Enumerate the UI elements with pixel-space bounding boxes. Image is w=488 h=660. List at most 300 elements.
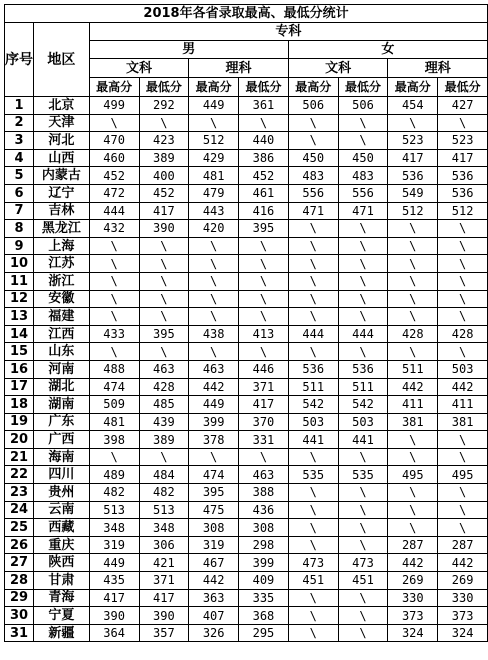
male-science-min-cell: 413 — [239, 325, 289, 343]
male-science-max-cell: 443 — [189, 202, 239, 220]
male-science-min-cell: \ — [239, 272, 289, 290]
row-region: 河南 — [34, 360, 90, 378]
female-science-min-cell: 495 — [438, 466, 488, 484]
male-science-min-cell: 395 — [239, 220, 289, 238]
female-arts-max-cell: \ — [288, 132, 338, 150]
female-science-min-cell: 330 — [438, 589, 488, 607]
row-seq: 2 — [5, 114, 34, 132]
female-arts-max-cell: 511 — [288, 378, 338, 396]
male-science-min-cell: \ — [239, 237, 289, 255]
table-title: 2018年各省录取最高、最低分统计 — [5, 5, 488, 23]
male-science-min-cell: 388 — [239, 484, 289, 502]
male-arts-min-cell: \ — [139, 237, 189, 255]
male-arts-min-cell: 463 — [139, 360, 189, 378]
male-arts-max-cell: 444 — [89, 202, 139, 220]
female-science-min-cell: 411 — [438, 396, 488, 414]
female-arts-max-cell: \ — [288, 114, 338, 132]
female-science-max-cell: \ — [388, 308, 438, 326]
female-arts-max-cell: \ — [288, 343, 338, 361]
female-science-min-cell: \ — [438, 114, 488, 132]
row-seq: 31 — [5, 624, 34, 642]
male-science-max-cell: 429 — [189, 149, 239, 167]
male-science-min-cell: 331 — [239, 431, 289, 449]
female-science-max-cell: \ — [388, 484, 438, 502]
table-row — [5, 431, 488, 449]
male-arts-max-cell: 472 — [89, 184, 139, 202]
female-science-max-cell: 523 — [388, 132, 438, 150]
table-row — [5, 413, 488, 431]
female-arts-min-cell: \ — [338, 589, 388, 607]
row-seq: 8 — [5, 220, 34, 238]
male-arts-min-cell: 390 — [139, 607, 189, 625]
female-arts-max-cell: \ — [288, 536, 338, 554]
table-row — [5, 519, 488, 537]
female-arts-max-cell: \ — [288, 220, 338, 238]
male-arts-min-cell: 417 — [139, 202, 189, 220]
female-arts-min-cell: \ — [338, 484, 388, 502]
table-row — [5, 554, 488, 572]
female-science-max-cell: 442 — [388, 554, 438, 572]
row-region: 陕西 — [34, 554, 90, 572]
row-region: 北京 — [34, 97, 90, 115]
female-science-min-cell: \ — [438, 290, 488, 308]
male-arts-max-cell: 390 — [89, 607, 139, 625]
male-arts-max-cell: 509 — [89, 396, 139, 414]
table-row — [5, 466, 488, 484]
table-row — [5, 308, 488, 326]
female-science-max-cell: \ — [388, 255, 438, 273]
female-science-max-cell: 549 — [388, 184, 438, 202]
male-arts-min-cell: 423 — [139, 132, 189, 150]
female-science-min-cell: \ — [438, 501, 488, 519]
female-arts-max-cell: 506 — [288, 97, 338, 115]
male-science-max-cell: \ — [189, 255, 239, 273]
female-arts-min-cell: \ — [338, 114, 388, 132]
female-arts-min-cell: 450 — [338, 149, 388, 167]
female-science-min-cell: \ — [438, 272, 488, 290]
female-science-max-cell: \ — [388, 272, 438, 290]
row-seq: 15 — [5, 343, 34, 361]
row-region: 江苏 — [34, 255, 90, 273]
male-science-max-cell: 475 — [189, 501, 239, 519]
female-science-min-cell: \ — [438, 448, 488, 466]
male-arts-max-cell: 348 — [89, 519, 139, 537]
female-arts-min-cell: \ — [338, 220, 388, 238]
male-science-max-cell: 399 — [189, 413, 239, 431]
female-arts-min-cell: 556 — [338, 184, 388, 202]
male-science-min-cell: \ — [239, 343, 289, 361]
row-seq: 26 — [5, 536, 34, 554]
female-arts-max-cell: \ — [288, 607, 338, 625]
row-region: 内蒙古 — [34, 167, 90, 185]
male-science-max-cell: 479 — [189, 184, 239, 202]
female-arts-min-cell: 441 — [338, 431, 388, 449]
row-seq: 30 — [5, 607, 34, 625]
male-arts-max-cell: 460 — [89, 149, 139, 167]
male-science-max-cell: 512 — [189, 132, 239, 150]
male-science-min-cell: 409 — [239, 572, 289, 590]
row-region: 青海 — [34, 589, 90, 607]
row-seq: 16 — [5, 360, 34, 378]
male-science-max-cell: \ — [189, 237, 239, 255]
male-arts-min-cell: 452 — [139, 184, 189, 202]
female-science-min-cell: 428 — [438, 325, 488, 343]
table-row — [5, 255, 488, 273]
female-arts-max-cell: \ — [288, 501, 338, 519]
female-science-max-cell: 417 — [388, 149, 438, 167]
female-arts-max-cell: \ — [288, 448, 338, 466]
female-arts-min-cell: \ — [338, 607, 388, 625]
female-science-min-cell: 417 — [438, 149, 488, 167]
female-arts-max-cell: 483 — [288, 167, 338, 185]
female-arts-min-cell: \ — [338, 519, 388, 537]
male-science-min-cell: 452 — [239, 167, 289, 185]
female-science-max-cell: \ — [388, 237, 438, 255]
female-science-min-cell: 324 — [438, 624, 488, 642]
row-region: 河北 — [34, 132, 90, 150]
male-science-min-cell: \ — [239, 308, 289, 326]
male-arts-max-cell: \ — [89, 272, 139, 290]
female-arts-max-cell: \ — [288, 624, 338, 642]
male-arts-max-cell: \ — [89, 237, 139, 255]
row-region: 贵州 — [34, 484, 90, 502]
female-arts-max-cell: 503 — [288, 413, 338, 431]
male-science-max-cell: 407 — [189, 607, 239, 625]
male-science-min-cell: 368 — [239, 607, 289, 625]
male-arts-min-cell: 485 — [139, 396, 189, 414]
male-arts-min-cell: 400 — [139, 167, 189, 185]
row-seq: 27 — [5, 554, 34, 572]
male-arts-min-cell: 306 — [139, 536, 189, 554]
score-table — [4, 4, 488, 642]
female-science-max-cell: 495 — [388, 466, 438, 484]
row-seq: 9 — [5, 237, 34, 255]
male-science-max-cell: 449 — [189, 396, 239, 414]
male-science-max-cell: 378 — [189, 431, 239, 449]
female-arts-min-cell: 511 — [338, 378, 388, 396]
male-science-min-cell: \ — [239, 448, 289, 466]
table-row — [5, 624, 488, 642]
female-science-min-cell: 373 — [438, 607, 488, 625]
male-science-max-cell: 326 — [189, 624, 239, 642]
male-arts-max-cell: 319 — [89, 536, 139, 554]
table-row — [5, 97, 488, 115]
male-arts-min-cell: 389 — [139, 431, 189, 449]
table-row — [5, 589, 488, 607]
row-seq: 7 — [5, 202, 34, 220]
male-science-min-cell: 436 — [239, 501, 289, 519]
male-science-max-cell: 442 — [189, 378, 239, 396]
female-arts-min-cell: \ — [338, 624, 388, 642]
female-arts-max-cell: 441 — [288, 431, 338, 449]
female-arts-max-cell: \ — [288, 237, 338, 255]
female-arts-max-cell: 473 — [288, 554, 338, 572]
female-arts-max-cell: \ — [288, 308, 338, 326]
female-arts-max-cell: \ — [288, 484, 338, 502]
male-science-min-cell: 463 — [239, 466, 289, 484]
table-row — [5, 272, 488, 290]
row-region: 西藏 — [34, 519, 90, 537]
row-region: 福建 — [34, 308, 90, 326]
row-region: 上海 — [34, 237, 90, 255]
row-seq: 17 — [5, 378, 34, 396]
male-arts-min-cell: 428 — [139, 378, 189, 396]
female-arts-min-cell: 483 — [338, 167, 388, 185]
female-science-max-cell: \ — [388, 290, 438, 308]
male-arts-min-cell: 390 — [139, 220, 189, 238]
male-science-min-cell: 308 — [239, 519, 289, 537]
female-science-min-cell: 442 — [438, 554, 488, 572]
male-arts-max-cell: 452 — [89, 167, 139, 185]
row-seq: 23 — [5, 484, 34, 502]
female-science-max-cell: 512 — [388, 202, 438, 220]
male-arts-min-cell: \ — [139, 272, 189, 290]
male-arts-max-cell: \ — [89, 290, 139, 308]
row-region: 四川 — [34, 466, 90, 484]
male-arts-min-cell: 421 — [139, 554, 189, 572]
male-science-min-cell: 446 — [239, 360, 289, 378]
region-header: 地区 — [34, 23, 90, 97]
table-row — [5, 220, 488, 238]
female-science-min-cell: \ — [438, 255, 488, 273]
row-seq: 24 — [5, 501, 34, 519]
male-science-max-cell: 438 — [189, 325, 239, 343]
table-row — [5, 396, 488, 414]
female-science-max-cell: \ — [388, 220, 438, 238]
table-row — [5, 149, 488, 167]
male-science-max-header: 最高分 — [189, 78, 239, 97]
female-arts-max-cell: 536 — [288, 360, 338, 378]
female-science-max-cell: 511 — [388, 360, 438, 378]
table-row — [5, 237, 488, 255]
male-science-max-cell: \ — [189, 290, 239, 308]
row-region: 山东 — [34, 343, 90, 361]
male-science-max-cell: 442 — [189, 572, 239, 590]
female-science-min-cell: 287 — [438, 536, 488, 554]
row-region: 山西 — [34, 149, 90, 167]
table-row — [5, 607, 488, 625]
male-science-min-cell: 416 — [239, 202, 289, 220]
row-region: 甘肃 — [34, 572, 90, 590]
male-arts-max-cell: \ — [89, 343, 139, 361]
female-science-min-cell: 442 — [438, 378, 488, 396]
female-science-min-cell: 381 — [438, 413, 488, 431]
female-science-max-cell: 454 — [388, 97, 438, 115]
row-region: 重庆 — [34, 536, 90, 554]
female-arts-max-cell: \ — [288, 290, 338, 308]
male-arts-max-cell: 489 — [89, 466, 139, 484]
female-science-max-cell: \ — [388, 343, 438, 361]
male-science-max-cell: \ — [189, 448, 239, 466]
row-seq: 21 — [5, 448, 34, 466]
female-arts-max-cell: 450 — [288, 149, 338, 167]
table-row — [5, 501, 488, 519]
male-science-max-cell: 363 — [189, 589, 239, 607]
female-arts-min-cell: 535 — [338, 466, 388, 484]
table-row — [5, 572, 488, 590]
female-arts-min-cell: 473 — [338, 554, 388, 572]
female-science-min-cell: 269 — [438, 572, 488, 590]
male-arts-min-cell: \ — [139, 343, 189, 361]
female-arts-min-cell: 451 — [338, 572, 388, 590]
female-arts-min-cell: \ — [338, 290, 388, 308]
female-science-min-cell: \ — [438, 431, 488, 449]
male-arts-max-cell: 364 — [89, 624, 139, 642]
row-seq: 6 — [5, 184, 34, 202]
female-arts-min-cell: \ — [338, 536, 388, 554]
male-arts-min-cell: 292 — [139, 97, 189, 115]
row-region: 天津 — [34, 114, 90, 132]
male-arts-min-cell: 371 — [139, 572, 189, 590]
male-arts-min-header: 最低分 — [139, 78, 189, 97]
female-science-max-cell: 381 — [388, 413, 438, 431]
female-science-min-cell: \ — [438, 484, 488, 502]
row-seq: 18 — [5, 396, 34, 414]
male-science-min-cell: 417 — [239, 396, 289, 414]
female-science-min-cell: \ — [438, 343, 488, 361]
seq-header: 序号 — [5, 23, 34, 97]
row-seq: 1 — [5, 97, 34, 115]
male-science-max-cell: 467 — [189, 554, 239, 572]
male-science-min-header: 最低分 — [239, 78, 289, 97]
male-science-max-cell: 319 — [189, 536, 239, 554]
male-arts-max-cell: 435 — [89, 572, 139, 590]
row-region: 宁夏 — [34, 607, 90, 625]
female-science-max-header: 最高分 — [388, 78, 438, 97]
female-arts-min-cell: \ — [338, 237, 388, 255]
female-arts-min-cell: \ — [338, 308, 388, 326]
row-seq: 20 — [5, 431, 34, 449]
female-science-min-cell: \ — [438, 308, 488, 326]
male-arts-max-cell: 449 — [89, 554, 139, 572]
male-arts-min-cell: 482 — [139, 484, 189, 502]
row-region: 湖北 — [34, 378, 90, 396]
male-science-max-cell: 463 — [189, 360, 239, 378]
female-arts-min-cell: 503 — [338, 413, 388, 431]
male-arts-max-cell: 481 — [89, 413, 139, 431]
female-science-max-cell: 330 — [388, 589, 438, 607]
male-science-max-cell: \ — [189, 343, 239, 361]
male-science-max-cell: 308 — [189, 519, 239, 537]
row-region: 广东 — [34, 413, 90, 431]
male-arts-max-cell: \ — [89, 448, 139, 466]
male-science-min-cell: 295 — [239, 624, 289, 642]
male-arts-max-header: 最高分 — [89, 78, 139, 97]
female-science-max-cell: \ — [388, 501, 438, 519]
female-arts-min-cell: \ — [338, 255, 388, 273]
male-science-min-cell: 386 — [239, 149, 289, 167]
row-seq: 5 — [5, 167, 34, 185]
male-arts-min-cell: 389 — [139, 149, 189, 167]
row-region: 安徽 — [34, 290, 90, 308]
male-science-header: 理科 — [189, 59, 289, 78]
female-arts-max-cell: 444 — [288, 325, 338, 343]
female-arts-min-cell: 444 — [338, 325, 388, 343]
table-row — [5, 132, 488, 150]
row-region: 黑龙江 — [34, 220, 90, 238]
female-arts-min-cell: 471 — [338, 202, 388, 220]
male-arts-max-cell: 470 — [89, 132, 139, 150]
male-science-min-cell: 298 — [239, 536, 289, 554]
row-region: 湖南 — [34, 396, 90, 414]
female-science-max-cell: \ — [388, 448, 438, 466]
female-arts-max-cell: \ — [288, 519, 338, 537]
female-science-min-cell: 427 — [438, 97, 488, 115]
row-seq: 13 — [5, 308, 34, 326]
table-row — [5, 184, 488, 202]
row-region: 云南 — [34, 501, 90, 519]
row-seq: 11 — [5, 272, 34, 290]
female-arts-min-cell: \ — [338, 272, 388, 290]
row-seq: 22 — [5, 466, 34, 484]
table-row — [5, 536, 488, 554]
row-region: 吉林 — [34, 202, 90, 220]
male-science-max-cell: \ — [189, 272, 239, 290]
female-arts-max-cell: 451 — [288, 572, 338, 590]
female-science-max-cell: \ — [388, 431, 438, 449]
female-arts-max-header: 最高分 — [288, 78, 338, 97]
female-science-min-header: 最低分 — [438, 78, 488, 97]
male-science-min-cell: \ — [239, 255, 289, 273]
male-arts-max-cell: 488 — [89, 360, 139, 378]
female-science-max-cell: 428 — [388, 325, 438, 343]
male-arts-min-cell: \ — [139, 290, 189, 308]
table-row — [5, 484, 488, 502]
male-arts-min-cell: \ — [139, 448, 189, 466]
female-science-max-cell: \ — [388, 114, 438, 132]
male-science-min-cell: 461 — [239, 184, 289, 202]
male-science-min-cell: 440 — [239, 132, 289, 150]
female-arts-max-cell: 556 — [288, 184, 338, 202]
male-science-max-cell: 395 — [189, 484, 239, 502]
male-arts-max-cell: 499 — [89, 97, 139, 115]
male-science-max-cell: 449 — [189, 97, 239, 115]
male-arts-min-cell: 417 — [139, 589, 189, 607]
female-science-max-cell: 324 — [388, 624, 438, 642]
row-region: 浙江 — [34, 272, 90, 290]
female-arts-max-cell: \ — [288, 272, 338, 290]
male-arts-max-cell: 474 — [89, 378, 139, 396]
male-arts-max-cell: \ — [89, 114, 139, 132]
female-science-min-cell: 503 — [438, 360, 488, 378]
male-science-min-cell: 371 — [239, 378, 289, 396]
row-seq: 3 — [5, 132, 34, 150]
female-science-min-cell: \ — [438, 220, 488, 238]
female-science-min-cell: \ — [438, 519, 488, 537]
male-arts-min-cell: \ — [139, 308, 189, 326]
male-arts-min-cell: \ — [139, 114, 189, 132]
female-science-min-cell: 523 — [438, 132, 488, 150]
male-science-max-cell: \ — [189, 308, 239, 326]
male-arts-max-cell: 432 — [89, 220, 139, 238]
male-arts-min-cell: 439 — [139, 413, 189, 431]
level-header: 专科 — [89, 23, 487, 41]
table-row — [5, 378, 488, 396]
female-science-max-cell: 442 — [388, 378, 438, 396]
row-region: 江西 — [34, 325, 90, 343]
table-row — [5, 360, 488, 378]
female-arts-min-cell: 536 — [338, 360, 388, 378]
male-arts-header: 文科 — [89, 59, 189, 78]
table-row — [5, 325, 488, 343]
row-seq: 25 — [5, 519, 34, 537]
male-arts-max-cell: 513 — [89, 501, 139, 519]
male-header: 男 — [89, 41, 288, 59]
table-row — [5, 448, 488, 466]
male-science-min-cell: \ — [239, 114, 289, 132]
female-science-min-cell: 536 — [438, 184, 488, 202]
female-arts-max-cell: 471 — [288, 202, 338, 220]
